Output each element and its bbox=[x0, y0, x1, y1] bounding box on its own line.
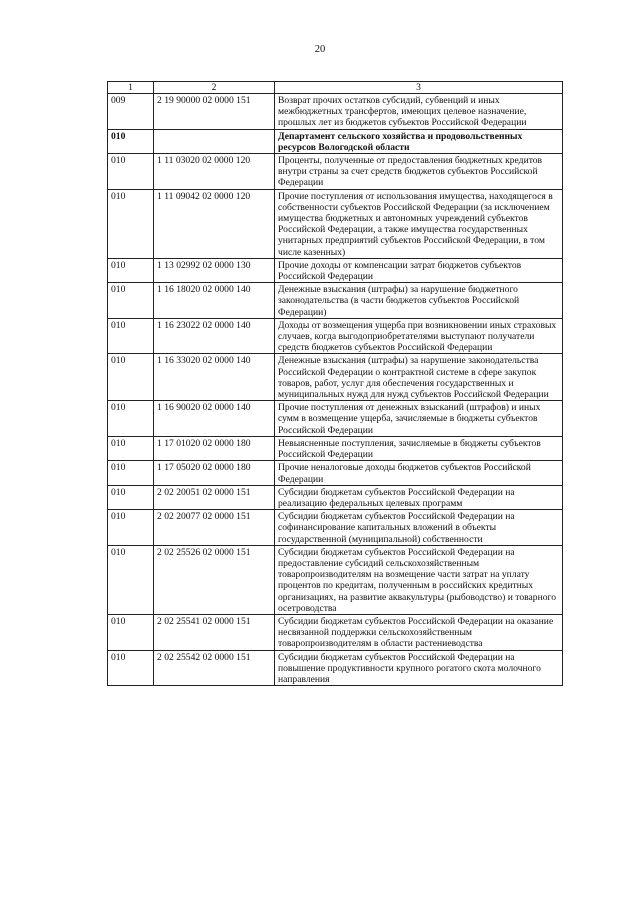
revenue-code-cell: 2 02 20051 02 0000 151 bbox=[154, 485, 275, 509]
admin-code-cell: 010 bbox=[108, 485, 154, 509]
admin-code-cell: 010 bbox=[108, 650, 154, 686]
revenue-code-cell: 1 17 01020 02 0000 180 bbox=[154, 436, 275, 460]
description-cell: Субсидии бюджетам субъектов Российской Федерации на повышение продуктивности крупного рогатого скота молочного направления bbox=[275, 650, 563, 686]
admin-code-cell: 010 bbox=[108, 354, 154, 401]
admin-code-cell: 009 bbox=[108, 94, 154, 130]
admin-code-cell: 010 bbox=[108, 461, 154, 485]
table-row bbox=[108, 129, 563, 153]
admin-code-cell: 010 bbox=[108, 510, 154, 546]
table-row bbox=[108, 189, 563, 258]
admin-code-cell: 010 bbox=[108, 318, 154, 354]
description-cell: Субсидии бюджетам субъектов Российской Федерации на оказание несвязанной поддержки сельскохозяйственным товаропроизводителям в области растениеводства bbox=[275, 614, 563, 650]
table-row bbox=[108, 461, 563, 485]
admin-code-cell: 010 bbox=[108, 545, 154, 614]
revenue-code-cell: 1 16 18020 02 0000 140 bbox=[154, 283, 275, 319]
revenue-code-cell: 2 02 25542 02 0000 151 bbox=[154, 650, 275, 686]
table-row bbox=[108, 436, 563, 460]
column-header: 2 bbox=[154, 82, 275, 94]
description-cell: Прочие поступления от использования имущества, находящегося в собственности субъектов Российской Федерации (за исключением имущества бюджетных и автономных учреждений субъектов Российской Федерации, а также имущества государственных унитарных предприятий субъектов Российской Федерации, в том числе казенных) bbox=[275, 189, 563, 258]
revenue-code-cell: 2 02 25526 02 0000 151 bbox=[154, 545, 275, 614]
table-row bbox=[108, 154, 563, 190]
table-row bbox=[108, 318, 563, 354]
revenue-code-cell: 1 11 03020 02 0000 120 bbox=[154, 154, 275, 190]
table-row bbox=[108, 545, 563, 614]
table-row bbox=[108, 354, 563, 401]
page-number: 20 bbox=[314, 44, 326, 55]
revenue-code-cell: 2 19 90000 02 0000 151 bbox=[154, 94, 275, 130]
admin-code-cell: 010 bbox=[108, 436, 154, 460]
description-cell: Субсидии бюджетам субъектов Российской Федерации на софинансирование капитальных вложений в объекты государственной (муниципальной) собственности bbox=[275, 510, 563, 546]
description-cell: Прочие поступления от денежных взысканий (штрафов) и иных сумм в возмещение ущерба, зачисляемые в бюджеты субъектов Российской Федерации bbox=[275, 401, 563, 437]
description-cell: Доходы от возмещения ущерба при возникновении иных страховых случаев, когда выгодоприобретателями выступают получатели средств бюджетов субъектов Российской Федерации bbox=[275, 318, 563, 354]
table-row bbox=[108, 283, 563, 319]
admin-code-cell: 010 bbox=[108, 129, 154, 153]
description-cell: Проценты, полученные от предоставления бюджетных кредитов внутри страны за счет средств бюджетов субъектов Российской Федерации bbox=[275, 154, 563, 190]
admin-code-cell: 010 bbox=[108, 401, 154, 437]
table-row bbox=[108, 485, 563, 509]
description-cell: Субсидии бюджетам субъектов Российской Федерации на предоставление субсидий сельскохозяйственным товаропроизводителям на возмещение части затрат на уплату процентов по кредитам, полученным в российских кредитных организациях, на развитие аквакультуры (рыбоводство) и товарного осетроводства bbox=[275, 545, 563, 614]
revenue-code-cell: 2 02 25541 02 0000 151 bbox=[154, 614, 275, 650]
admin-code-cell: 010 bbox=[108, 189, 154, 258]
admin-code-cell: 010 bbox=[108, 283, 154, 319]
revenue-code-cell: 1 17 05020 02 0000 180 bbox=[154, 461, 275, 485]
description-cell: Департамент сельского хозяйства и продовольственных ресурсов Вологодской области bbox=[275, 129, 563, 153]
revenue-code-cell: 1 11 09042 02 0000 120 bbox=[154, 189, 275, 258]
description-cell: Прочие доходы от компенсации затрат бюджетов субъектов Российской Федерации bbox=[275, 258, 563, 282]
revenue-code-cell: 1 13 02992 02 0000 130 bbox=[154, 258, 275, 282]
description-cell: Денежные взыскания (штрафы) за нарушение законодательства Российской Федерации о контрактной системе в сфере закупок товаров, работ, услуг для обеспечения государственных и муниципальных нужд для нужд субъектов Российской Федерации bbox=[275, 354, 563, 401]
table-row bbox=[108, 650, 563, 686]
revenue-code-cell: 2 02 20077 02 0000 151 bbox=[154, 510, 275, 546]
table-row bbox=[108, 258, 563, 282]
description-cell: Прочие неналоговые доходы бюджетов субъектов Российской Федерации bbox=[275, 461, 563, 485]
description-cell: Невыясненные поступления, зачисляемые в бюджеты субъектов Российской Федерации bbox=[275, 436, 563, 460]
table-row bbox=[108, 614, 563, 650]
description-cell: Денежные взыскания (штрафы) за нарушение бюджетного законодательства (в части бюджетов субъектов Российской Федерации) bbox=[275, 283, 563, 319]
revenue-code-cell: 1 16 90020 02 0000 140 bbox=[154, 401, 275, 437]
table-row bbox=[108, 401, 563, 437]
column-header: 3 bbox=[275, 82, 563, 94]
table-header-row bbox=[108, 82, 563, 94]
revenue-code-cell bbox=[154, 129, 275, 153]
table-row bbox=[108, 94, 563, 130]
table-row bbox=[108, 510, 563, 546]
revenue-table bbox=[107, 81, 563, 686]
column-header: 1 bbox=[108, 82, 154, 94]
admin-code-cell: 010 bbox=[108, 258, 154, 282]
description-cell: Субсидии бюджетам субъектов Российской Федерации на реализацию федеральных целевых программ bbox=[275, 485, 563, 509]
description-cell: Возврат прочих остатков субсидий, субвенций и иных межбюджетных трансфертов, имеющих целевое назначение, прошлых лет из бюджетов субъектов Российской Федерации bbox=[275, 94, 563, 130]
revenue-code-cell: 1 16 23022 02 0000 140 bbox=[154, 318, 275, 354]
admin-code-cell: 010 bbox=[108, 614, 154, 650]
revenue-code-cell: 1 16 33020 02 0000 140 bbox=[154, 354, 275, 401]
admin-code-cell: 010 bbox=[108, 154, 154, 190]
